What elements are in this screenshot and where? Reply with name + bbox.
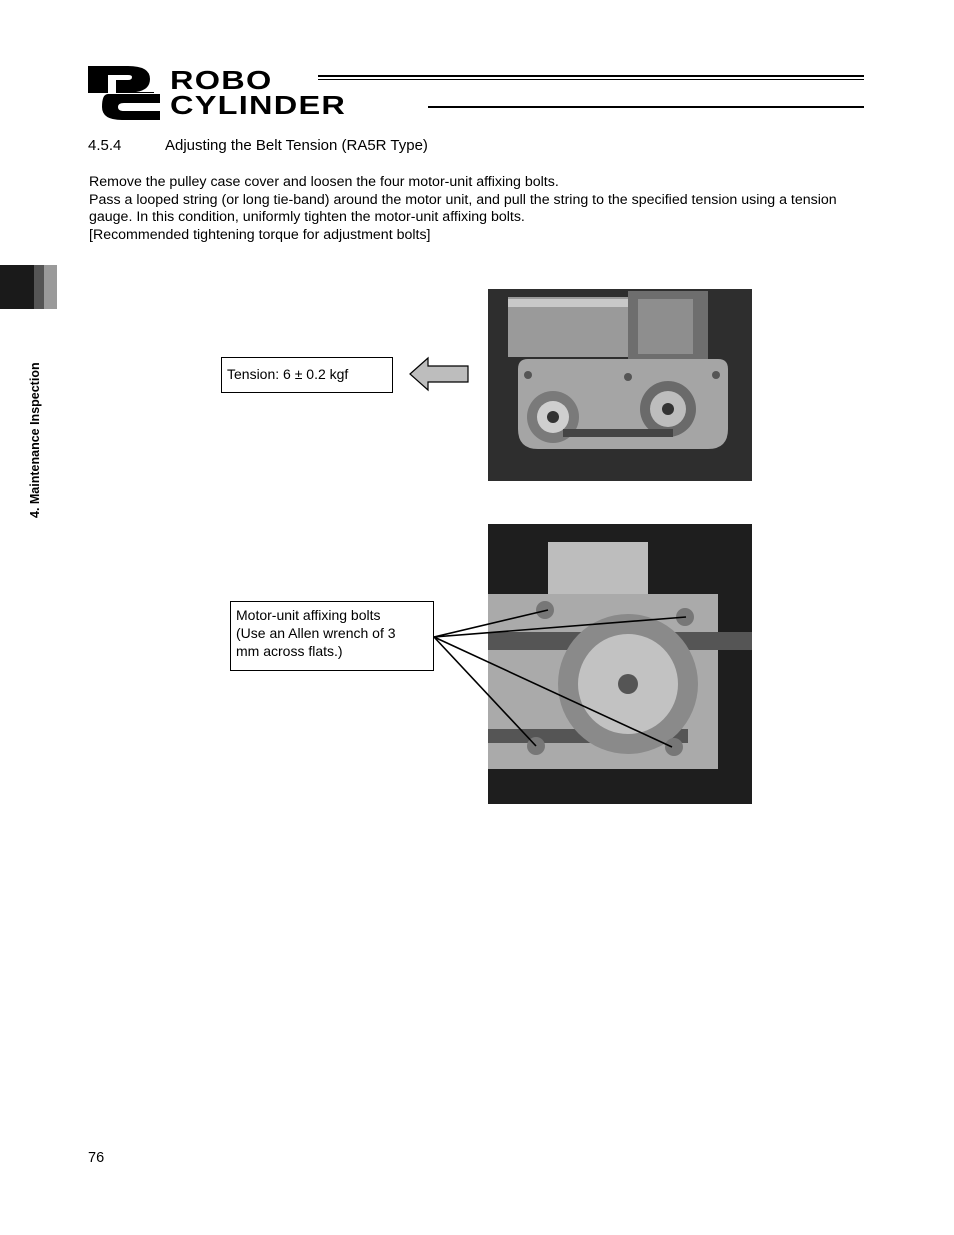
header-rule-bottom <box>428 106 864 108</box>
paragraph: Pass a looped string (or long tie-band) around the motor unit, and pull the string to the specified tension using a tension gauge. In this condition, uniformly tighten the motor-unit affixing bolts. <box>89 191 837 225</box>
callout-leader-lines <box>430 600 700 760</box>
motor-unit-illustration <box>488 289 752 481</box>
bolts-callout <box>230 601 434 671</box>
robo-cylinder-logo-icon <box>88 66 160 120</box>
section-heading <box>88 137 428 154</box>
header-rule-top <box>318 75 864 77</box>
chapter-tab-light <box>44 265 57 309</box>
left-arrow-icon <box>408 356 470 392</box>
header-rule-top-thin <box>318 79 864 80</box>
brand-line-robo: ROBO <box>170 65 273 95</box>
tension-callout: Tension: 6 ± 0.2 kgf <box>221 357 393 393</box>
chapter-tab-dark <box>0 265 34 309</box>
motor-unit-photo <box>488 289 752 481</box>
section-number: 4.5.4 <box>88 137 122 154</box>
bolts-callout-line: Motor-unit affixing bolts <box>236 607 381 623</box>
body-text <box>89 174 869 244</box>
bolts-callout-line: (Use an Allen wrench of 3 <box>236 625 396 641</box>
page-number: 76 <box>88 1150 105 1166</box>
bolts-callout-line: mm across flats.) <box>236 643 343 659</box>
chapter-tab-mid <box>34 265 44 309</box>
paragraph: [Recommended tightening torque for adjustment bolts] <box>89 226 431 243</box>
section-title: Adjusting the Belt Tension (RA5R Type) <box>165 137 428 154</box>
brand-line-cylinder: CYLINDER <box>170 90 347 120</box>
chapter-side-label: 4. Maintenance Inspection <box>28 362 42 518</box>
paragraph: Remove the pulley case cover and loosen the four motor-unit affixing bolts. <box>89 174 559 190</box>
